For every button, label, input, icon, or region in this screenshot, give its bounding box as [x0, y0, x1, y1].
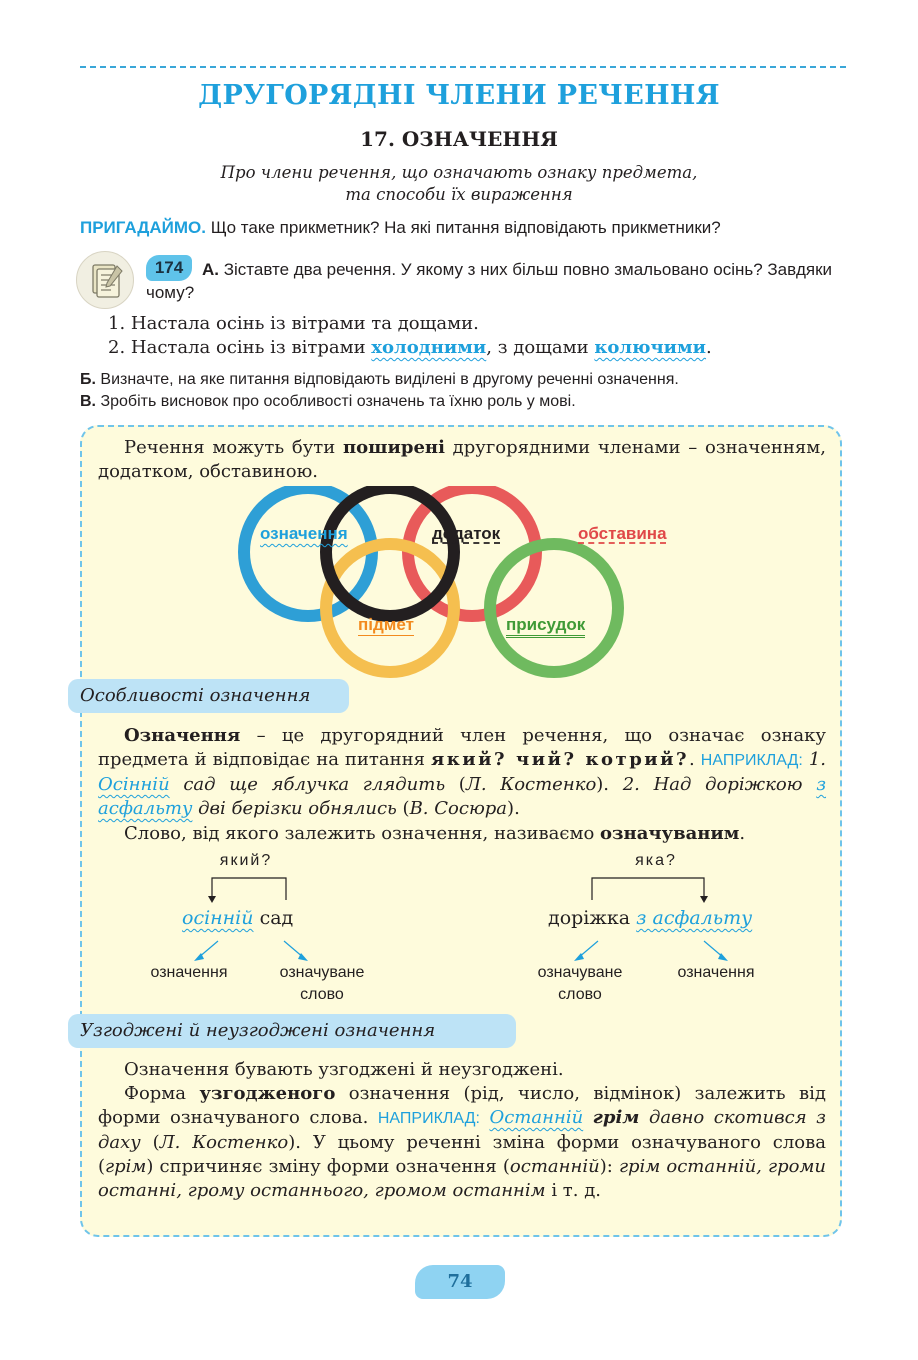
- agreement-text-5: ):: [599, 1156, 619, 1177]
- part-c-label: В.: [80, 393, 96, 410]
- lesson-subtitle: [0, 162, 918, 206]
- diagram-1-noun: сад: [259, 907, 294, 929]
- diagram-1-attribute: осінній: [182, 907, 254, 929]
- example-label-2: НАПРИКЛАД:: [377, 1110, 480, 1127]
- part-a-text: Зіставте два речення. У якому з них більш повно змальовано осінь? Завдяки чому?: [146, 260, 833, 302]
- agreement-text-1: Форма: [124, 1083, 200, 1104]
- ring-label-subject: підмет: [358, 615, 414, 634]
- definition-term: Означення: [124, 725, 241, 746]
- chapter-title: ДРУГОРЯДНІ ЧЛЕНИ РЕЧЕННЯ: [198, 80, 720, 111]
- page-number: 74: [415, 1265, 505, 1299]
- diagram-1-label-noun: означуване слово: [279, 964, 365, 1003]
- exercise-notebook-icon: [76, 251, 134, 309]
- agreement-term: узгодженого: [199, 1083, 336, 1104]
- diagram-1-question: який?: [219, 852, 273, 869]
- example-1-attribute: Осінній: [98, 774, 170, 795]
- diagram-2-connector: [584, 872, 714, 906]
- section-heading-agreement: Узгоджені й неузгоджені означення: [68, 1014, 516, 1048]
- highlighted-word-2: колючими: [594, 337, 707, 358]
- agreement-attr-italic: останній: [509, 1156, 600, 1177]
- sentence-members-rings: [236, 486, 626, 678]
- section-heading-features: Особливості означення: [68, 679, 349, 713]
- intro-bold: поширені: [343, 437, 445, 458]
- example-2-attribute: з асфальту: [98, 774, 827, 819]
- diagram-2-question: яка?: [635, 852, 677, 869]
- intro-end: другорядними членами – означенням, додатком, обставиною.: [98, 437, 826, 482]
- example-1-author: Л. Костенко: [465, 774, 597, 795]
- diagram-2-label-noun: означуване слово: [537, 964, 623, 1003]
- ring-label-predicate: присудок: [506, 615, 585, 638]
- diagram-2-noun: доріжка: [548, 907, 631, 929]
- example-label-1: НАПРИКЛАД:: [700, 752, 803, 769]
- intro-paragraph: [98, 436, 826, 484]
- diagram-2-attribute: з асфальту: [636, 907, 753, 929]
- part-b-text: Визначте, на яке питання відповідають виділені в другому реченні означення.: [95, 371, 679, 388]
- example-3-noun: грім: [592, 1107, 640, 1128]
- part-b-label: Б.: [80, 371, 96, 388]
- part-a-label: А.: [202, 260, 219, 279]
- ring-object: [326, 488, 454, 616]
- agreement-end: і т. д.: [545, 1180, 601, 1201]
- ring-label-adverbial: обставина: [578, 524, 667, 543]
- remember-label: ПРИГАДАЙМО.: [80, 218, 206, 237]
- agreement-forms: грім останній, громи останні, грому останнього, громом останнім: [98, 1156, 826, 1201]
- example-1-number: 1.: [808, 749, 826, 770]
- example-3-author: Л. Костенко: [159, 1132, 289, 1153]
- diagram-2-label-attribute: означення: [677, 964, 755, 981]
- highlighted-word-1: холодними: [371, 337, 487, 358]
- ring-label-attribute: означення: [260, 524, 348, 543]
- sentence-2-start: 2. Настала осінь із вітрами: [108, 337, 372, 358]
- modified-word-text: Слово, від якого залежить означення, називаємо: [124, 823, 601, 844]
- agreement-text-3: . У цьому реченні зміна форми означуваного слова (: [98, 1132, 826, 1177]
- intro-start: Речення можуть бути: [124, 437, 343, 458]
- exercise-part-c: [80, 393, 576, 411]
- example-3-attribute: Останній: [489, 1107, 584, 1128]
- example-1-rest: сад ще яблучка глядить: [169, 774, 446, 795]
- lesson-title: 17. ОЗНАЧЕННЯ: [360, 127, 558, 151]
- subtitle-line-1: Про члени речення, що означають ознаку предмета,: [220, 163, 698, 182]
- sentence-2-end: .: [706, 337, 712, 358]
- agreement-text-2: означення (рід, число, відмінок) залежить від форми означуваного слова.: [98, 1083, 826, 1128]
- modified-word-term: означуваним: [600, 823, 740, 844]
- example-3-rest: давно скотився з даху: [98, 1107, 826, 1153]
- ring-label-object: додаток: [432, 524, 501, 543]
- exercise-number-badge: 174: [146, 255, 192, 281]
- top-divider: [80, 66, 846, 68]
- remember-question: [80, 218, 721, 238]
- example-2-start: 2. Над доріжкою: [622, 774, 817, 795]
- diagram-2-arrows: [556, 938, 756, 964]
- example-sentence-1: 1. Настала осінь із вітрами та дощами.: [108, 313, 479, 334]
- agreement-noun-italic: грім: [105, 1156, 147, 1177]
- agreement-paragraph: Форма узгодженого означення (рід, число, відмінок) залежить від форми означуваного слова. НАПРИКЛАД: Останній грім давно скотився з даху (Л. Костенко). У цьому реченні зміна форми означуваного слова (грім) спричиняє зміну форми означення (останній): грім останній, громи останні, грому останнього, громом останнім і т. д.: [98, 1083, 826, 1201]
- diagram-1-phrase: [182, 907, 293, 929]
- modified-word-paragraph: Слово, від якого залежить означення, називаємо означуваним.: [124, 823, 746, 844]
- part-c-text: Зробіть висновок про особливості означень та їхню роль у мові.: [96, 393, 576, 410]
- remember-text: Що таке прикметник? На які питання відповідають прикметники?: [205, 218, 721, 237]
- agreement-intro: Означення бувають узгоджені й неузгоджені.: [124, 1059, 564, 1080]
- subtitle-line-2: та способи їх вираження: [345, 185, 573, 204]
- definition-text: – це другорядний член речення, що означає ознаку предмета й відповідає на питання: [98, 725, 826, 770]
- exercise-part-a: [146, 258, 856, 304]
- diagram-2-phrase: [548, 907, 752, 929]
- diagram-1-arrows: [186, 938, 316, 964]
- definition-paragraph: Означення – це другорядний член речення, що означає ознаку предмета й відповідає на питання який? чий? котрий?. НАПРИКЛАД: 1. Осінній сад ще яблучка глядить (Л. Костенко). 2. Над доріжкою з асфальту дві берізки обнялись (В. Сосюра).: [98, 725, 827, 819]
- agreement-text-4: ) спричиняє зміну форми означення (: [146, 1156, 510, 1177]
- diagram-1-label-attribute: означення: [150, 964, 228, 981]
- definition-questions: який? чий? котрий?: [430, 749, 690, 770]
- diagram-1-connector: [200, 872, 300, 906]
- example-2-rest: дві берізки обнялись: [192, 798, 397, 819]
- example-2-author: В. Сосюра: [409, 798, 508, 819]
- sentence-2-middle: , з дощами: [486, 337, 595, 358]
- exercise-part-b: [80, 371, 679, 389]
- example-sentence-2: [108, 337, 712, 358]
